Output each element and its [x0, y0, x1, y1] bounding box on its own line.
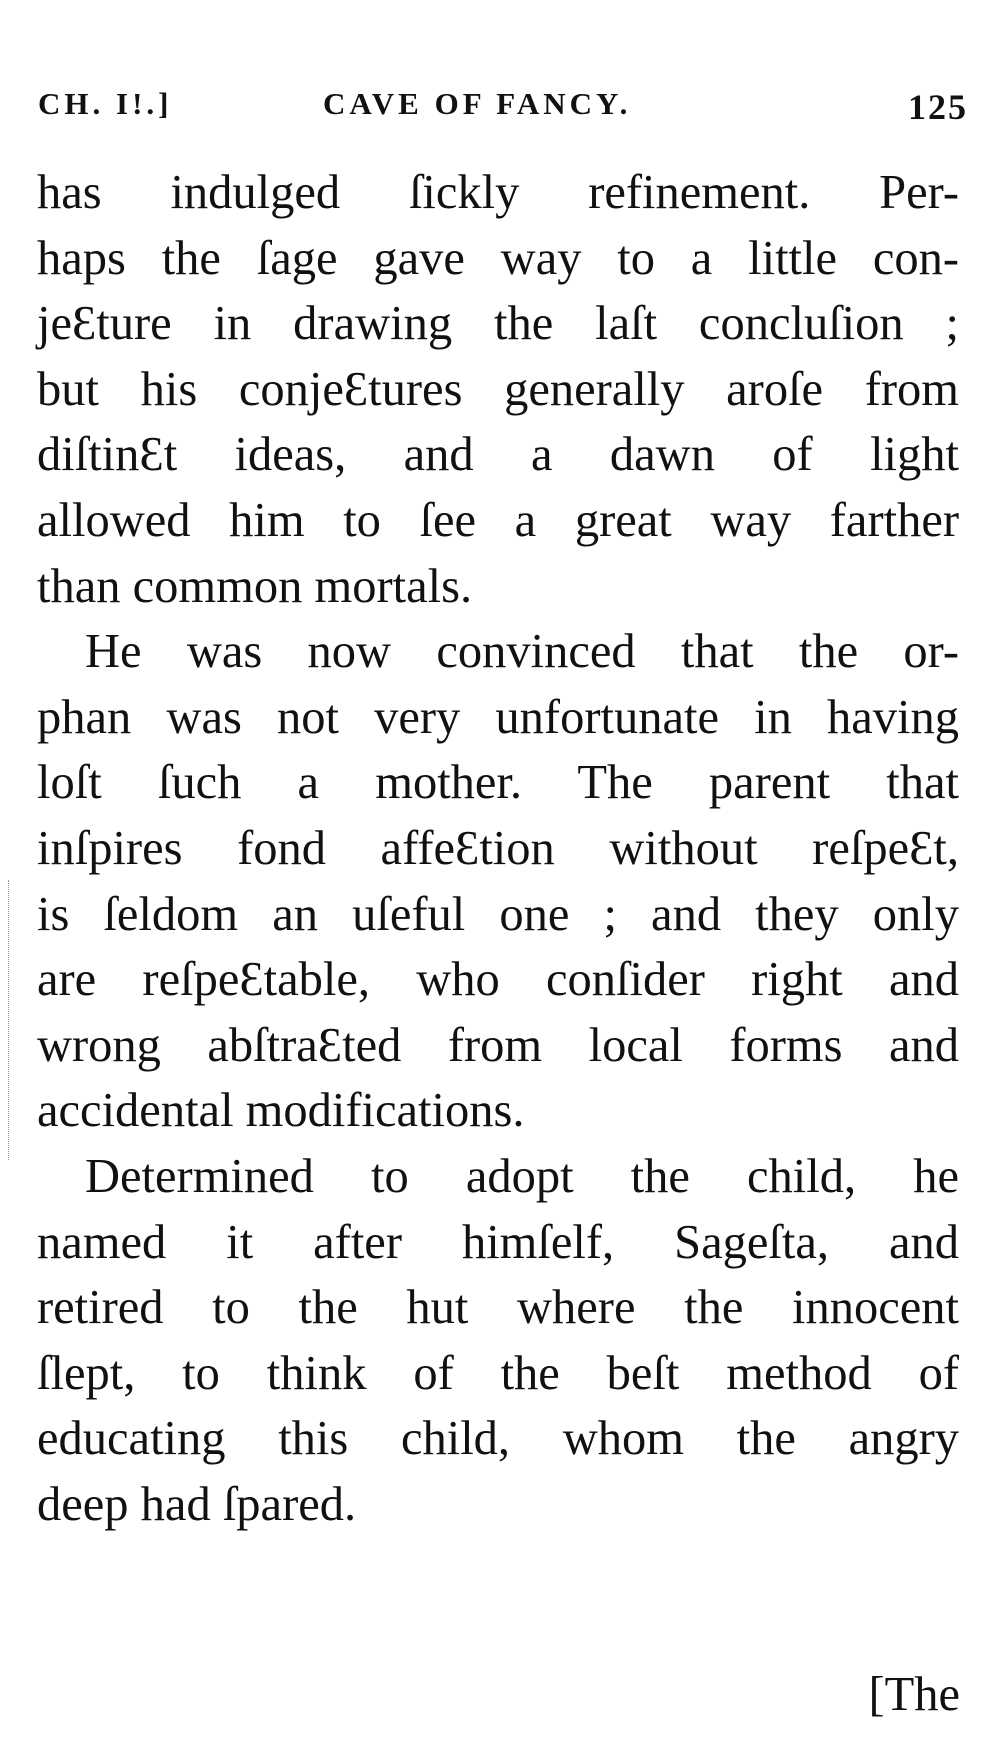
text-line: wrong abſtraƐted from local forms and: [37, 1018, 959, 1072]
text-line: allowed him to ſee a great way farther: [37, 493, 959, 547]
gutter-mark: [8, 880, 10, 1160]
text-line: ſlept, to think of the beſt method of: [37, 1346, 959, 1400]
text-line: diſtinƐt ideas, and a dawn of light: [37, 428, 959, 482]
catchword: [The: [868, 1668, 960, 1721]
paragraph: [37, 1144, 959, 1538]
paragraph: [37, 160, 959, 619]
text-line: educating this child, whom the angry: [37, 1412, 959, 1466]
text-line: deep had ſpared.: [37, 1477, 357, 1531]
text-line: He was now convinced that the or-: [85, 625, 959, 679]
text-line: than common mortals.: [37, 559, 473, 613]
text-line: but his conjeƐtures generally aroſe from: [37, 362, 959, 416]
text-line: are reſpeƐtable, who conſider right and: [37, 953, 959, 1007]
page-number: 125: [908, 87, 968, 127]
text-line: loſt ſuch a mother. The parent that: [37, 756, 959, 810]
text-line: retired to the hut where the innocent: [37, 1281, 959, 1335]
body-text: [37, 160, 959, 1537]
running-head: [38, 86, 968, 136]
text-line: is ſeldom an uſeful one ; and they only: [37, 887, 959, 941]
text-line: Determined to adopt the child, he: [85, 1149, 959, 1203]
text-line: has indulged ſickly refinement. Per-: [37, 166, 959, 219]
text-line: haps the ſage gave way to a little con-: [37, 231, 959, 285]
running-title: CAVE OF FANCY.: [323, 86, 632, 121]
chapter-label: CH. I!.]: [38, 86, 173, 121]
text-line: inſpires fond affeƐtion without reſpeƐt,: [37, 821, 959, 875]
text-line: named it after himſelf, Sageſta, and: [37, 1215, 959, 1269]
text-line: jeƐture in drawing the laſt concluſion ;: [37, 297, 959, 351]
text-line: accidental modifications.: [37, 1084, 525, 1138]
text-line: phan was not very unfortunate in having: [37, 690, 959, 744]
paragraph: [37, 619, 959, 1144]
